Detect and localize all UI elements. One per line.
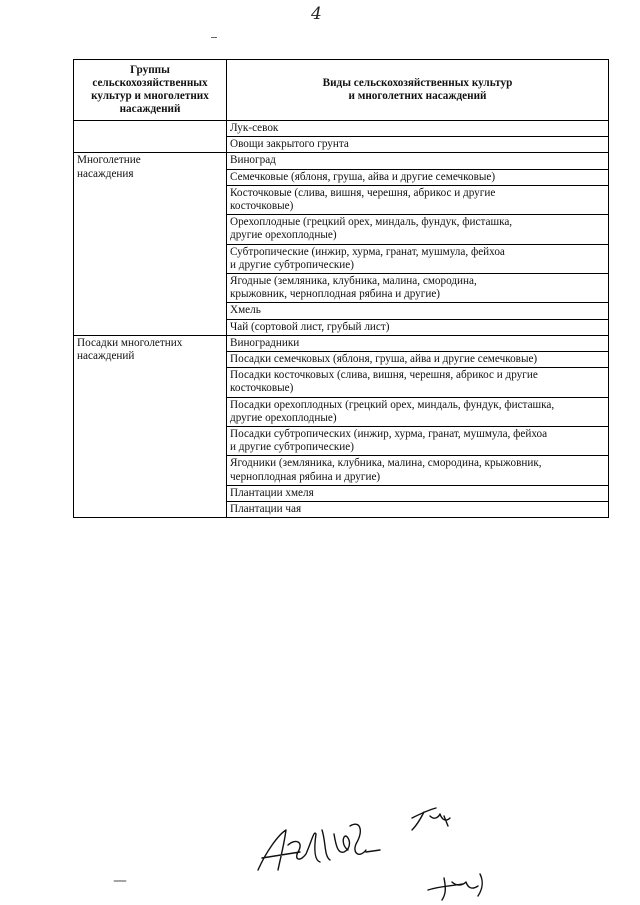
table-body [74,121,609,518]
crop-type-cell: Овощи закрытого грунта [227,137,609,153]
header-types: Виды сельскохозяйственных культур и многолетних насаждений [227,60,609,121]
table-row [74,121,609,137]
signatures [0,790,640,905]
page-number: 4 [311,4,322,24]
group-cell: Посадки многолетних насаждений [74,335,227,517]
crop-type-cell: Посадки субтропических (инжир, хурма, гранат, мушмула, фейхоа и другие субтропические) [227,427,609,456]
signature-top-right [412,808,450,830]
crop-type-cell: Посадки орехоплодных (грецкий орех, миндаль, фундук, фисташка, другие орехоплодные) [227,397,609,426]
crop-type-cell: Хмель [227,303,609,319]
header-groups: Группы сельскохозяйственных культур и многолетних насаждений [74,60,227,121]
crop-type-cell: Плантации хмеля [227,485,609,501]
table-row [74,153,609,169]
crop-type-cell: Виноград [227,153,609,169]
crop-type-cell: Ягодники (земляника, клубника, малина, смородина, крыжовник, черноплодная рябина и другие) [227,456,609,485]
table-row [74,335,609,351]
group-cell: Многолетние насаждения [74,153,227,335]
crop-type-cell: Посадки семечковых (яблоня, груша, айва и другие семечковые) [227,352,609,368]
signature-main [258,824,380,870]
crop-type-cell: Лук-севок [227,121,609,137]
crop-type-cell: Плантации чая [227,502,609,518]
crop-type-cell: Косточковые (слива, вишня, черешня, абрикос и другие косточковые) [227,185,609,214]
group-cell [74,121,227,153]
scan-mark [211,37,217,38]
crop-type-cell: Чай (сортовой лист, грубый лист) [227,319,609,335]
table-header-row [74,60,609,121]
crop-type-cell: Семечковые (яблоня, груша, айва и другие семечковые) [227,169,609,185]
crop-type-cell: Орехоплодные (грецкий орех, миндаль, фундук, фисташка, другие орехоплодные) [227,215,609,244]
crop-type-cell: Посадки косточковых (слива, вишня, черешня, абрикос и другие косточковые) [227,368,609,397]
crop-type-cell: Субтропические (инжир, хурма, гранат, мушмула, фейхоа и другие субтропические) [227,244,609,273]
crop-type-cell: Виноградники [227,335,609,351]
crops-table [73,59,609,518]
crop-type-cell: Ягодные (земляника, клубника, малина, смородина, крыжовник, черноплодная рябина и другие) [227,274,609,303]
signature-bottom-right [428,874,482,900]
